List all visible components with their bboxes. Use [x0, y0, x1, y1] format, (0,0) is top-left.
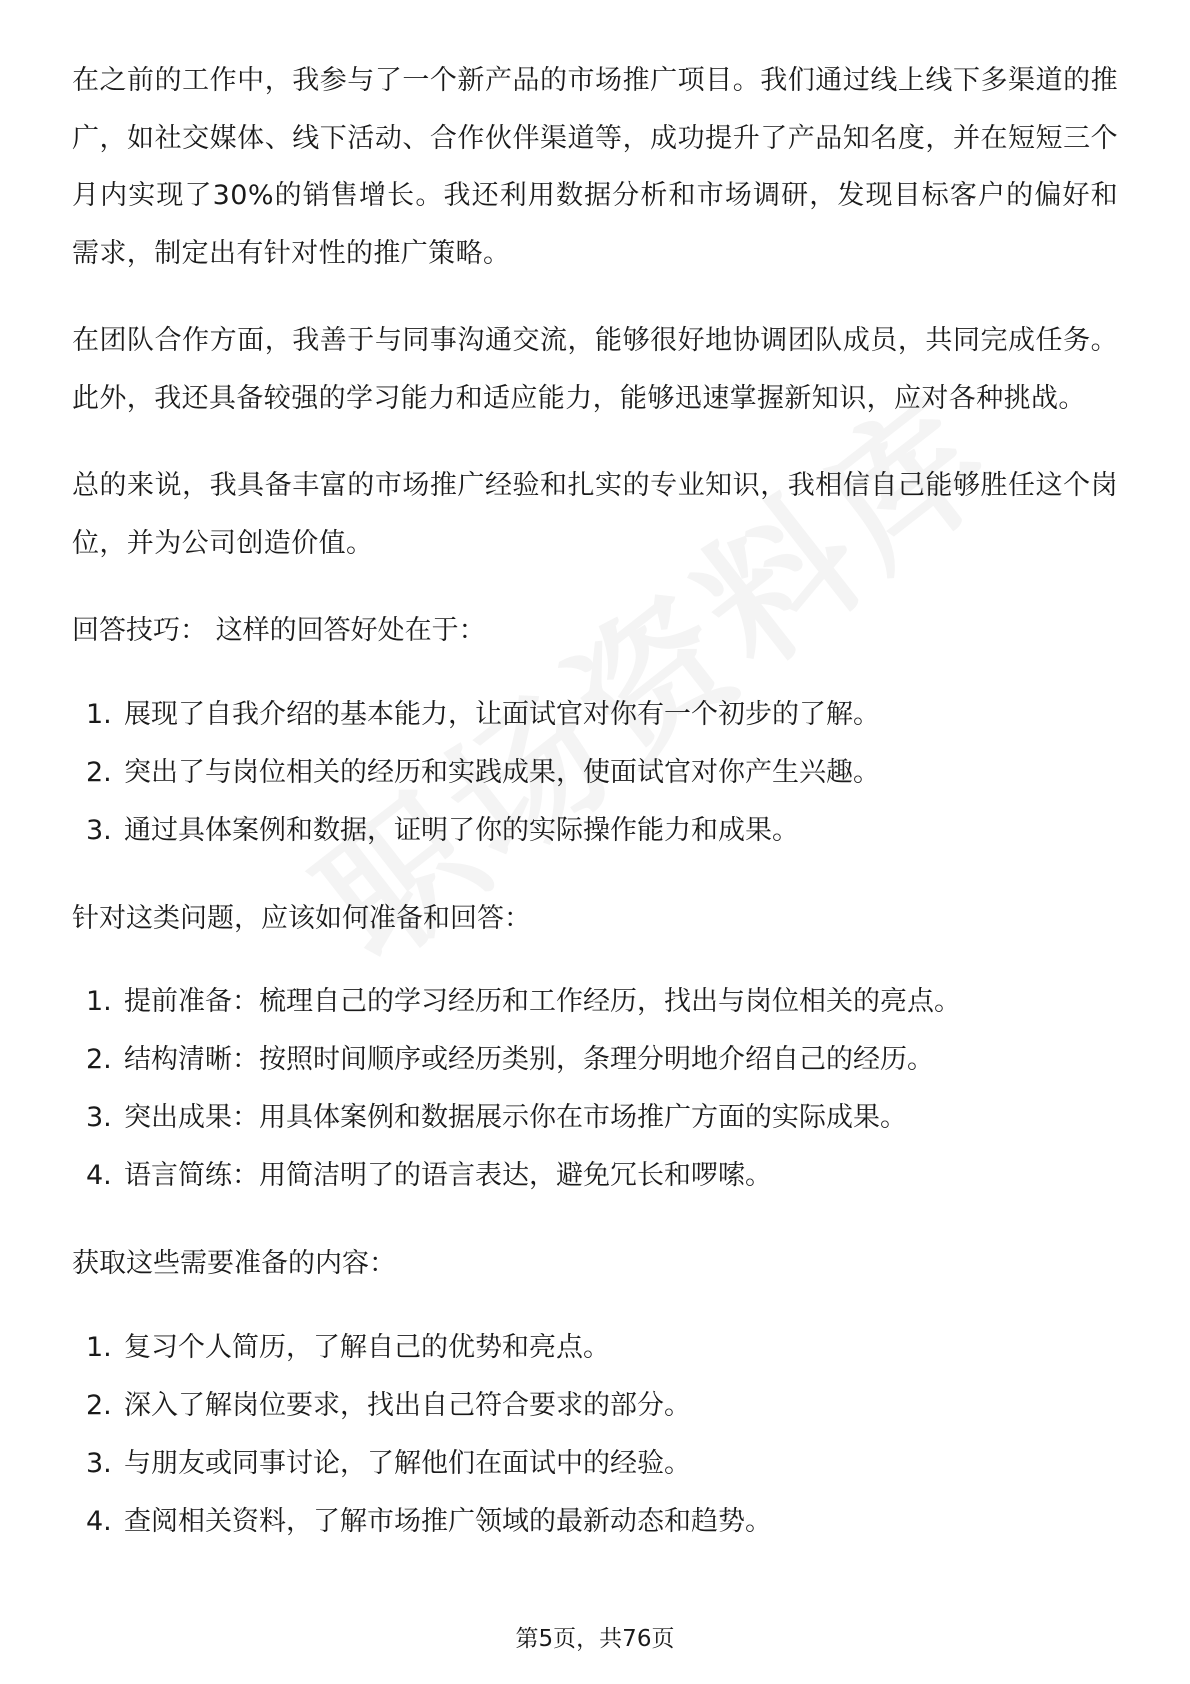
list-text: 提前准备：梳理自己的学习经历和工作经历，找出与岗位相关的亮点。 [124, 986, 961, 1017]
list-text: 通过具体案例和数据，证明了你的实际操作能力和成果。 [124, 814, 799, 846]
list-number: 3. [86, 814, 112, 846]
list-item [72, 1493, 1118, 1551]
list-item [72, 1377, 1118, 1435]
list-number: 2. [86, 1389, 112, 1421]
list-text: 展现了自我介绍的基本能力，让面试官对你有一个初步的了解。 [124, 698, 880, 730]
list-item [72, 1089, 1118, 1147]
list-text: 深入了解岗位要求，找出自己符合要求的部分。 [124, 1389, 691, 1421]
list-number: 1. [86, 698, 112, 730]
document-content [72, 52, 1118, 1581]
section-heading-tips: 回答技巧： 这样的回答好处在于： [72, 615, 486, 646]
list-item [72, 1147, 1118, 1205]
paragraph-experience: 在之前的工作中，我参与了一个新产品的市场推广项目。我们通过线上线下多渠道的推广，如社交媒体、线下活动、合作伙伴渠道等，成功提升了产品知名度，并在短短三个月内实现了30%的销售增长。我还利用数据分析和市场调研，发现目标客户的偏好和需求，制定出有针对性的推广策略。 [72, 65, 1118, 269]
list-number: 2. [86, 756, 112, 788]
list-number: 2. [86, 1044, 112, 1075]
list-text: 突出成果：用具体案例和数据展示你在市场推广方面的实际成果。 [124, 1102, 907, 1133]
section-heading-content: 获取这些需要准备的内容： [72, 1248, 396, 1279]
list-item [72, 744, 1118, 802]
list-text: 语言简练：用简洁明了的语言表达，避免冗长和啰嗦。 [124, 1160, 772, 1191]
list-number: 1. [86, 1331, 112, 1363]
section-heading-prepare: 针对这类问题，应该如何准备和回答： [72, 902, 531, 934]
list-text: 与朋友或同事讨论，了解他们在面试中的经验。 [124, 1447, 691, 1479]
paragraph-summary: 总的来说，我具备丰富的市场推广经验和扎实的专业知识，我相信自己能够胜任这个岗位，并为公司创造价值。 [72, 470, 1118, 559]
list-number: 1. [86, 986, 112, 1017]
list-prepare [72, 973, 1118, 1205]
list-number: 4. [86, 1160, 112, 1191]
list-text: 复习个人简历，了解自己的优势和亮点。 [124, 1331, 610, 1363]
paragraph-teamwork: 在团队合作方面，我善于与同事沟通交流，能够很好地协调团队成员，共同完成任务。此外，我还具备较强的学习能力和适应能力，能够迅速掌握新知识，应对各种挑战。 [72, 325, 1118, 414]
list-item [72, 1319, 1118, 1377]
list-number: 3. [86, 1447, 112, 1479]
list-item [72, 973, 1118, 1031]
list-item [72, 1435, 1118, 1493]
list-content [72, 1319, 1118, 1551]
list-text: 突出了与岗位相关的经历和实践成果，使面试官对你产生兴趣。 [124, 756, 880, 788]
page-number: 第5页，共76页 [515, 1626, 675, 1652]
list-tips [72, 686, 1118, 860]
list-item [72, 1031, 1118, 1089]
list-text: 查阅相关资料，了解市场推广领域的最新动态和趋势。 [124, 1505, 772, 1537]
list-item [72, 802, 1118, 860]
list-item [72, 686, 1118, 744]
list-number: 4. [86, 1505, 112, 1537]
list-number: 3. [86, 1102, 112, 1133]
list-text: 结构清晰：按照时间顺序或经历类别，条理分明地介绍自己的经历。 [124, 1044, 934, 1075]
